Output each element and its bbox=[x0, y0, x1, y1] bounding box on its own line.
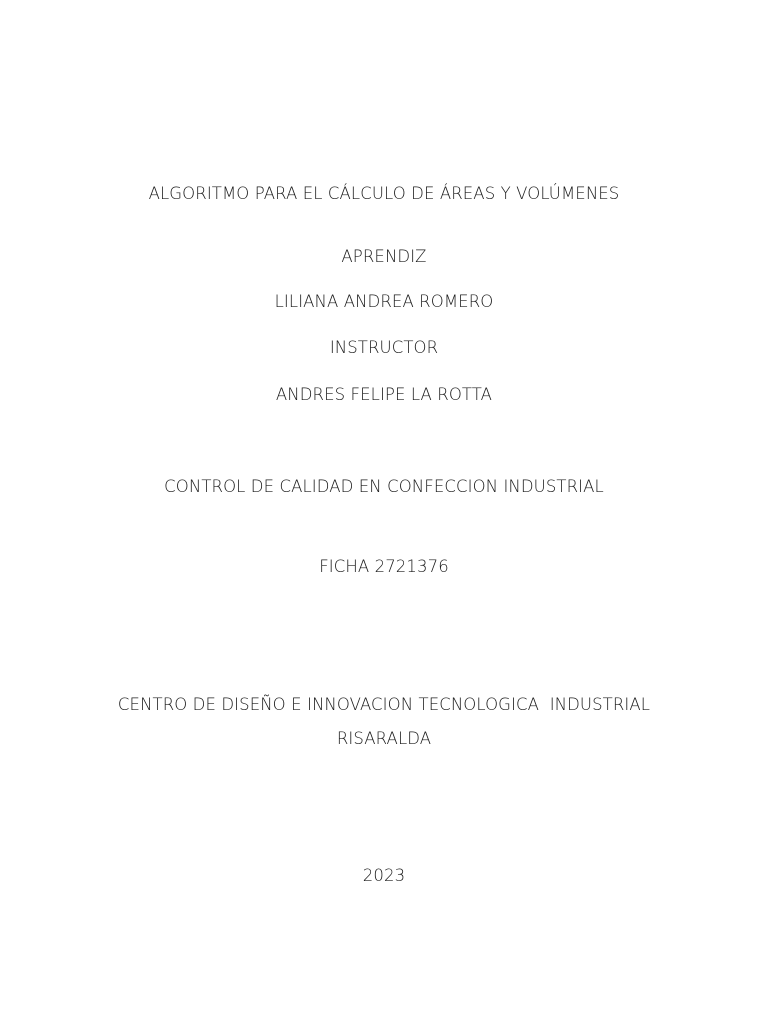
training-center: CENTRO DE DISEÑO E INNOVACION TECNOLOGICA INDUSTRIAL bbox=[117, 695, 651, 714]
document-title: ALGORITMO PARA EL CÁLCULO DE ÁREAS Y VOLÚMENES bbox=[148, 184, 620, 203]
document-year: 2023 bbox=[362, 866, 406, 885]
region-name: RISARALDA bbox=[336, 729, 432, 748]
apprentice-label: APRENDIZ bbox=[341, 247, 427, 266]
apprentice-name: LILIANA ANDREA ROMERO bbox=[274, 292, 494, 311]
instructor-name: ANDRES FELIPE LA ROTTA bbox=[275, 385, 493, 404]
instructor-label: INSTRUCTOR bbox=[329, 338, 439, 357]
ficha-number: FICHA 2721376 bbox=[319, 557, 449, 576]
program-name: CONTROL DE CALIDAD EN CONFECCION INDUSTRIAL bbox=[164, 477, 604, 496]
